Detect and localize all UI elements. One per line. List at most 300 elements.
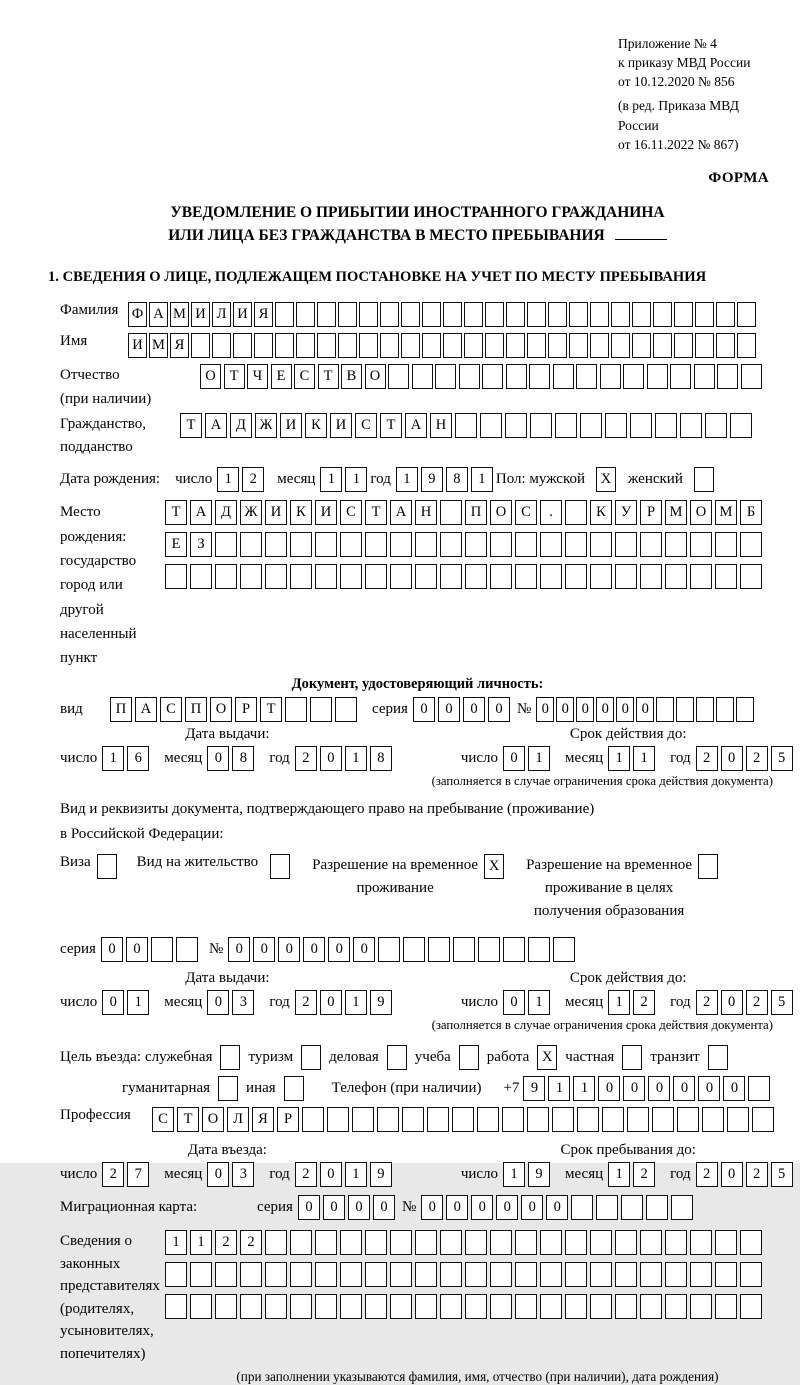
cell[interactable] (580, 413, 602, 438)
cell[interactable] (652, 1107, 674, 1132)
cell[interactable]: 0 (463, 697, 485, 722)
cell[interactable] (422, 333, 441, 358)
cell[interactable] (220, 1045, 240, 1070)
cell[interactable]: X (596, 467, 616, 492)
cell[interactable] (569, 302, 588, 327)
cell[interactable]: 8 (232, 746, 254, 771)
cell[interactable]: 0 (373, 1195, 395, 1220)
cell[interactable] (715, 1230, 737, 1255)
cell[interactable] (553, 364, 574, 389)
cell[interactable] (464, 302, 483, 327)
cell[interactable] (665, 532, 687, 557)
cell[interactable] (340, 1294, 362, 1319)
cell[interactable]: 0 (556, 697, 574, 722)
cell[interactable]: Е (165, 532, 187, 557)
cell[interactable] (284, 1076, 304, 1101)
cell[interactable]: З (190, 532, 212, 557)
cell[interactable] (290, 532, 312, 557)
cell[interactable] (215, 564, 237, 589)
cell[interactable] (690, 1230, 712, 1255)
cell[interactable] (694, 467, 714, 492)
cell[interactable] (715, 532, 737, 557)
cell[interactable] (632, 302, 651, 327)
cell[interactable]: 0 (126, 937, 148, 962)
cell[interactable] (490, 564, 512, 589)
cell[interactable]: 1 (127, 990, 149, 1015)
cell[interactable] (477, 1107, 499, 1132)
cell[interactable] (340, 1262, 362, 1287)
cell[interactable]: 0 (320, 1162, 342, 1187)
cell[interactable] (680, 413, 702, 438)
cell[interactable]: Л (212, 302, 231, 327)
cell[interactable] (290, 564, 312, 589)
cell[interactable]: Т (165, 500, 187, 525)
cell[interactable]: 2 (746, 1162, 768, 1187)
cell[interactable]: 0 (320, 746, 342, 771)
cell[interactable] (502, 1107, 524, 1132)
cell[interactable]: Т (380, 413, 402, 438)
cell[interactable] (191, 333, 210, 358)
cell[interactable] (737, 333, 756, 358)
cell[interactable] (427, 1107, 449, 1132)
cell[interactable] (301, 1045, 321, 1070)
cell[interactable]: 0 (438, 697, 460, 722)
cell[interactable] (695, 333, 714, 358)
cell[interactable] (640, 532, 662, 557)
cell[interactable] (611, 302, 630, 327)
cell[interactable]: 0 (698, 1076, 720, 1101)
cell[interactable]: Т (260, 697, 282, 722)
cell[interactable]: Е (271, 364, 292, 389)
cell[interactable] (455, 413, 477, 438)
cell[interactable]: И (280, 413, 302, 438)
cell[interactable] (428, 937, 450, 962)
cell[interactable]: А (190, 500, 212, 525)
cell[interactable] (390, 532, 412, 557)
cell[interactable]: 7 (127, 1162, 149, 1187)
cell[interactable]: А (135, 697, 157, 722)
cell[interactable] (565, 1230, 587, 1255)
cell[interactable] (402, 1107, 424, 1132)
cell[interactable] (690, 564, 712, 589)
cell[interactable] (565, 1262, 587, 1287)
cell[interactable] (646, 1195, 668, 1220)
cell[interactable]: 2 (295, 1162, 317, 1187)
cell[interactable]: О (200, 364, 221, 389)
cell[interactable] (590, 564, 612, 589)
cell[interactable] (453, 937, 475, 962)
cell[interactable]: И (191, 302, 210, 327)
cell[interactable] (388, 364, 409, 389)
cell[interactable] (506, 333, 525, 358)
cell[interactable] (338, 333, 357, 358)
cell[interactable] (380, 333, 399, 358)
cell[interactable] (653, 333, 672, 358)
cell[interactable] (482, 364, 503, 389)
cell[interactable] (708, 1045, 728, 1070)
cell[interactable] (715, 1294, 737, 1319)
cell[interactable]: А (390, 500, 412, 525)
cell[interactable] (615, 532, 637, 557)
cell[interactable]: Ч (247, 364, 268, 389)
cell[interactable] (515, 1294, 537, 1319)
cell[interactable] (540, 1230, 562, 1255)
cell[interactable] (275, 333, 294, 358)
cell[interactable] (740, 1294, 762, 1319)
cell[interactable] (540, 564, 562, 589)
cell[interactable] (690, 532, 712, 557)
cell[interactable] (715, 564, 737, 589)
cell[interactable] (615, 1294, 637, 1319)
cell[interactable] (548, 302, 567, 327)
cell[interactable]: К (590, 500, 612, 525)
cell[interactable] (552, 1107, 574, 1132)
cell[interactable] (240, 532, 262, 557)
cell[interactable]: А (405, 413, 427, 438)
cell[interactable] (465, 1294, 487, 1319)
cell[interactable] (611, 333, 630, 358)
cell[interactable]: 1 (102, 746, 124, 771)
cell[interactable]: С (160, 697, 182, 722)
cell[interactable]: 1 (396, 467, 418, 492)
cell[interactable] (270, 854, 290, 879)
cell[interactable] (365, 532, 387, 557)
cell[interactable] (415, 564, 437, 589)
cell[interactable]: Р (277, 1107, 299, 1132)
cell[interactable] (315, 1230, 337, 1255)
cell[interactable] (716, 333, 735, 358)
cell[interactable]: 2 (696, 746, 718, 771)
cell[interactable] (465, 1262, 487, 1287)
cell[interactable]: 0 (598, 1076, 620, 1101)
cell[interactable] (640, 1262, 662, 1287)
cell[interactable] (622, 1045, 642, 1070)
cell[interactable] (275, 302, 294, 327)
cell[interactable] (422, 302, 441, 327)
cell[interactable] (377, 1107, 399, 1132)
cell[interactable] (716, 697, 734, 722)
cell[interactable] (503, 937, 525, 962)
cell[interactable] (490, 532, 512, 557)
cell[interactable]: 0 (503, 990, 525, 1015)
cell[interactable] (478, 937, 500, 962)
cell[interactable]: 2 (746, 746, 768, 771)
cell[interactable] (443, 302, 462, 327)
cell[interactable]: 0 (323, 1195, 345, 1220)
cell[interactable]: X (484, 854, 504, 879)
cell[interactable]: 5 (771, 990, 793, 1015)
cell[interactable] (530, 413, 552, 438)
cell[interactable]: 0 (207, 746, 229, 771)
cell[interactable] (736, 697, 754, 722)
cell[interactable] (555, 413, 577, 438)
cell[interactable] (490, 1262, 512, 1287)
cell[interactable] (702, 1107, 724, 1132)
cell[interactable] (515, 532, 537, 557)
cell[interactable] (569, 333, 588, 358)
cell[interactable] (317, 302, 336, 327)
cell[interactable]: И (233, 302, 252, 327)
cell[interactable]: 1 (633, 746, 655, 771)
cell[interactable] (317, 333, 336, 358)
cell[interactable]: 0 (721, 990, 743, 1015)
cell[interactable] (690, 1262, 712, 1287)
cell[interactable] (655, 413, 677, 438)
cell[interactable] (748, 1076, 770, 1101)
cell[interactable] (665, 1262, 687, 1287)
cell[interactable] (440, 1230, 462, 1255)
cell[interactable] (590, 302, 609, 327)
cell[interactable] (647, 364, 668, 389)
cell[interactable]: 9 (370, 1162, 392, 1187)
cell[interactable]: 0 (328, 937, 350, 962)
cell[interactable]: 0 (353, 937, 375, 962)
cell[interactable] (671, 1195, 693, 1220)
cell[interactable] (315, 1294, 337, 1319)
cell[interactable]: И (128, 333, 147, 358)
cell[interactable] (600, 364, 621, 389)
cell[interactable] (290, 1262, 312, 1287)
cell[interactable] (340, 1230, 362, 1255)
cell[interactable]: 2 (295, 746, 317, 771)
cell[interactable] (265, 1230, 287, 1255)
cell[interactable] (190, 1294, 212, 1319)
cell[interactable] (515, 564, 537, 589)
cell[interactable]: Р (235, 697, 257, 722)
cell[interactable]: 0 (596, 697, 614, 722)
cell[interactable]: 0 (228, 937, 250, 962)
cell[interactable] (577, 1107, 599, 1132)
cell[interactable]: С (355, 413, 377, 438)
cell[interactable]: . (540, 500, 562, 525)
cell[interactable]: 0 (102, 990, 124, 1015)
cell[interactable]: П (110, 697, 132, 722)
cell[interactable] (151, 937, 173, 962)
cell[interactable]: М (715, 500, 737, 525)
cell[interactable]: 0 (488, 697, 510, 722)
cell[interactable] (506, 302, 525, 327)
cell[interactable] (335, 697, 357, 722)
cell[interactable] (440, 532, 462, 557)
cell[interactable]: Ф (128, 302, 147, 327)
cell[interactable] (387, 1045, 407, 1070)
cell[interactable] (401, 302, 420, 327)
cell[interactable] (390, 1294, 412, 1319)
cell[interactable] (459, 1045, 479, 1070)
cell[interactable] (218, 1076, 238, 1101)
cell[interactable]: 1 (548, 1076, 570, 1101)
cell[interactable] (327, 1107, 349, 1132)
cell[interactable] (212, 333, 231, 358)
cell[interactable] (412, 364, 433, 389)
cell[interactable]: А (205, 413, 227, 438)
cell[interactable] (740, 564, 762, 589)
cell[interactable] (215, 532, 237, 557)
cell[interactable] (515, 1230, 537, 1255)
cell[interactable]: К (305, 413, 327, 438)
cell[interactable]: 1 (345, 990, 367, 1015)
cell[interactable] (465, 532, 487, 557)
cell[interactable]: А (149, 302, 168, 327)
cell[interactable]: М (170, 302, 189, 327)
cell[interactable]: Я (252, 1107, 274, 1132)
cell[interactable] (623, 364, 644, 389)
cell[interactable]: 2 (746, 990, 768, 1015)
cell[interactable] (215, 1262, 237, 1287)
cell[interactable]: 0 (636, 697, 654, 722)
cell[interactable] (670, 364, 691, 389)
cell[interactable] (190, 1262, 212, 1287)
cell[interactable] (315, 564, 337, 589)
cell[interactable] (665, 1230, 687, 1255)
cell[interactable]: 8 (446, 467, 468, 492)
cell[interactable] (415, 1262, 437, 1287)
cell[interactable] (590, 333, 609, 358)
cell[interactable] (176, 937, 198, 962)
cell[interactable] (565, 500, 587, 525)
cell[interactable] (717, 364, 738, 389)
cell[interactable] (690, 1294, 712, 1319)
cell[interactable]: 2 (295, 990, 317, 1015)
cell[interactable] (401, 333, 420, 358)
cell[interactable]: О (210, 697, 232, 722)
cell[interactable] (506, 364, 527, 389)
cell[interactable] (627, 1107, 649, 1132)
cell[interactable]: 2 (215, 1230, 237, 1255)
cell[interactable]: И (315, 500, 337, 525)
cell[interactable] (390, 1230, 412, 1255)
cell[interactable] (590, 1262, 612, 1287)
cell[interactable]: 0 (298, 1195, 320, 1220)
cell[interactable]: О (365, 364, 386, 389)
cell[interactable] (665, 1294, 687, 1319)
cell[interactable]: Т (180, 413, 202, 438)
cell[interactable] (596, 1195, 618, 1220)
cell[interactable] (630, 413, 652, 438)
cell[interactable] (515, 1262, 537, 1287)
cell[interactable]: П (185, 697, 207, 722)
cell[interactable]: В (341, 364, 362, 389)
cell[interactable] (440, 500, 462, 525)
cell[interactable]: 0 (616, 697, 634, 722)
cell[interactable]: 0 (576, 697, 594, 722)
cell[interactable]: Т (318, 364, 339, 389)
cell[interactable] (452, 1107, 474, 1132)
cell[interactable]: 3 (232, 990, 254, 1015)
cell[interactable]: 1 (503, 1162, 525, 1187)
cell[interactable]: 0 (721, 746, 743, 771)
cell[interactable]: 0 (648, 1076, 670, 1101)
cell[interactable] (365, 1262, 387, 1287)
cell[interactable] (674, 302, 693, 327)
cell[interactable] (435, 364, 456, 389)
cell[interactable]: Т (224, 364, 245, 389)
cell[interactable] (254, 333, 273, 358)
cell[interactable]: 1 (345, 1162, 367, 1187)
cell[interactable] (285, 697, 307, 722)
cell[interactable]: X (537, 1045, 557, 1070)
cell[interactable] (727, 1107, 749, 1132)
cell[interactable] (565, 532, 587, 557)
cell[interactable]: И (265, 500, 287, 525)
cell[interactable] (540, 532, 562, 557)
cell[interactable]: О (690, 500, 712, 525)
cell[interactable]: 0 (623, 1076, 645, 1101)
cell[interactable]: 1 (345, 746, 367, 771)
cell[interactable] (540, 1294, 562, 1319)
cell[interactable]: 0 (320, 990, 342, 1015)
cell[interactable]: 2 (240, 1230, 262, 1255)
cell[interactable] (265, 564, 287, 589)
cell[interactable]: 2 (696, 990, 718, 1015)
cell[interactable] (465, 1230, 487, 1255)
cell[interactable]: 2 (102, 1162, 124, 1187)
cell[interactable] (590, 1294, 612, 1319)
cell[interactable] (365, 1230, 387, 1255)
cell[interactable] (656, 697, 674, 722)
cell[interactable]: 0 (536, 697, 554, 722)
cell[interactable] (365, 1294, 387, 1319)
cell[interactable] (676, 697, 694, 722)
cell[interactable]: Я (170, 333, 189, 358)
cell[interactable] (165, 1262, 187, 1287)
cell[interactable] (695, 302, 714, 327)
cell[interactable] (365, 564, 387, 589)
cell[interactable] (553, 937, 575, 962)
cell[interactable]: 9 (528, 1162, 550, 1187)
cell[interactable] (665, 564, 687, 589)
cell[interactable]: 1 (320, 467, 342, 492)
cell[interactable] (527, 1107, 549, 1132)
cell[interactable] (302, 1107, 324, 1132)
cell[interactable] (740, 532, 762, 557)
cell[interactable]: 1 (217, 467, 239, 492)
cell[interactable]: 2 (696, 1162, 718, 1187)
cell[interactable] (752, 1107, 774, 1132)
cell[interactable] (590, 532, 612, 557)
cell[interactable]: 9 (421, 467, 443, 492)
cell[interactable]: К (290, 500, 312, 525)
cell[interactable]: 5 (771, 746, 793, 771)
cell[interactable] (215, 1294, 237, 1319)
cell[interactable] (359, 302, 378, 327)
cell[interactable] (740, 1230, 762, 1255)
cell[interactable]: 0 (421, 1195, 443, 1220)
cell[interactable]: Н (430, 413, 452, 438)
cell[interactable] (571, 1195, 593, 1220)
cell[interactable] (97, 854, 117, 879)
cell[interactable]: Т (177, 1107, 199, 1132)
cell[interactable] (565, 564, 587, 589)
cell[interactable] (737, 302, 756, 327)
cell[interactable] (490, 1294, 512, 1319)
cell[interactable]: 0 (101, 937, 123, 962)
cell[interactable]: С (340, 500, 362, 525)
cell[interactable] (716, 302, 735, 327)
cell[interactable]: 1 (608, 746, 630, 771)
cell[interactable] (640, 1294, 662, 1319)
cell[interactable] (315, 1262, 337, 1287)
cell[interactable]: Б (740, 500, 762, 525)
cell[interactable] (290, 1294, 312, 1319)
cell[interactable]: Т (365, 500, 387, 525)
cell[interactable]: 0 (723, 1076, 745, 1101)
cell[interactable]: П (465, 500, 487, 525)
cell[interactable]: 2 (242, 467, 264, 492)
cell[interactable]: М (665, 500, 687, 525)
cell[interactable]: 0 (496, 1195, 518, 1220)
cell[interactable]: М (149, 333, 168, 358)
